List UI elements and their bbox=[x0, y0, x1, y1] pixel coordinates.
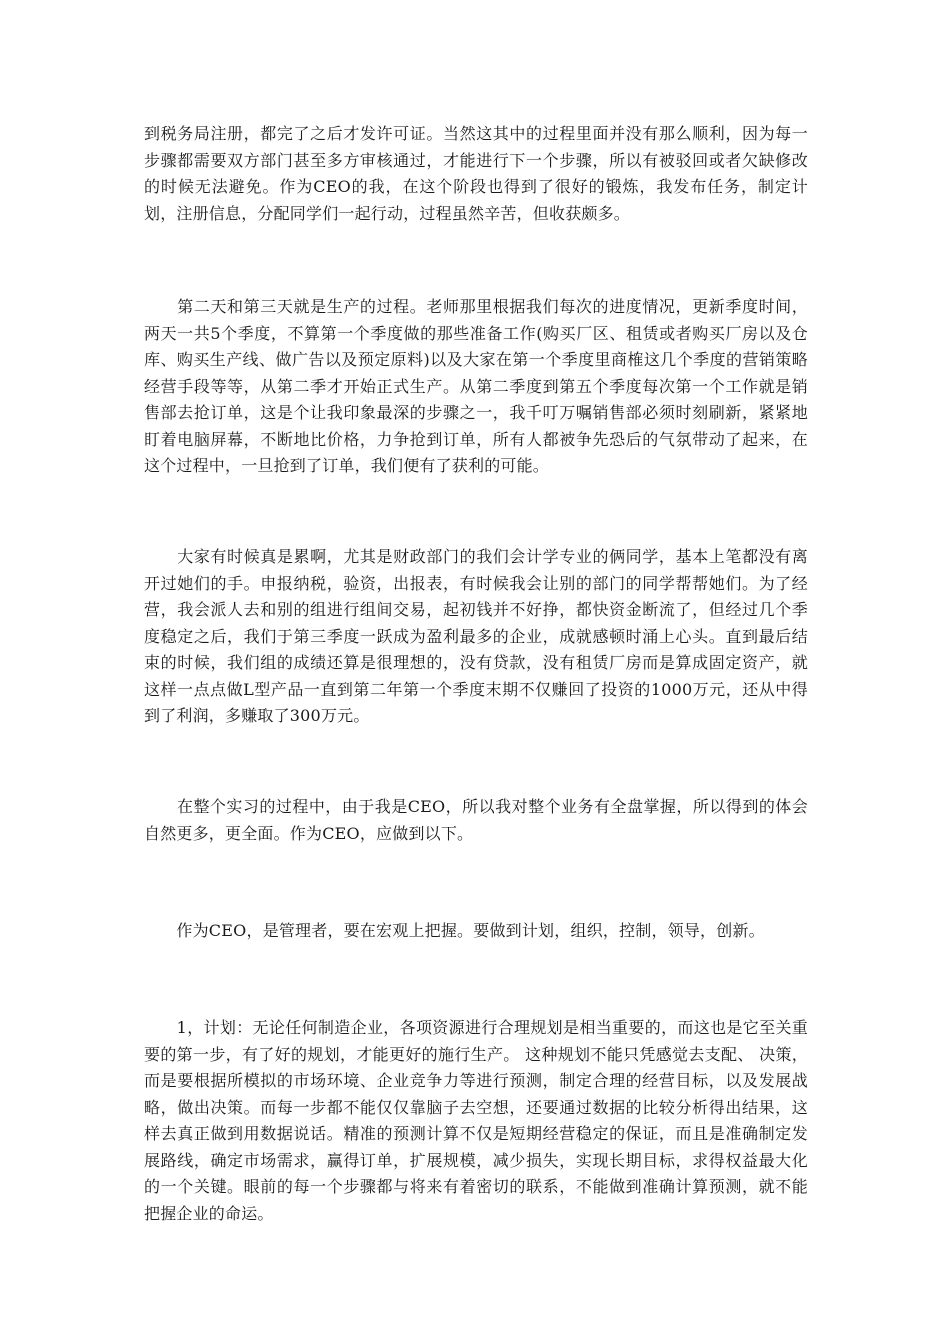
paragraph-2: 第二天和第三天就是生产的过程。老师那里根据我们每次的进度情况，更新季度时间，两天一共5个季度，不算第一个季度做的那些准备工作(购买厂区、租赁或者购买厂房以及仓库、购买生产线、做广告以及预定原料)以及大家在第一个季度里商榷这几个季度的营销策略经营手段等等，从第二季才开始正式生产。从第二季度到第五个季度每次第一个工作就是销售部去抢订单，这是个让我印象最深的步骤之一，我千叮万嘱销售部必须时刻刷新，紧紧地盯着电脑屏幕，不断地比价格，力争抢到订单，所有人都被争先恐后的气氛带动了起来，在这个过程中，一旦抢到了订单，我们便有了获利的可能。 bbox=[144, 297, 808, 475]
paragraph-6: 1，计划：无论任何制造企业，各项资源进行合理规划是相当重要的，而这也是它至关重要的第一步，有了好的规划，才能更好的施行生产。 这种规划不能只凭感觉去支配、 决策， 而是要根据所模拟的市场环境、企业竞争力等进行预测，制定合理的经营目标，以及发展战略，做出决策。而每一步都不能仅仅靠脑子去空想，还要通过数据的比较分析得出结果，这样去真正做到用数据说话。精准的预测计算不仅是短期经营稳定的保证，而且是准确制定发展路线，确定市场需求，赢得订单，扩展规模，减少损失，实现长期目标，求得权益最大化的一个关键。眼前的每一个步骤都与将来有着密切的联系，不能做到准确计算预测，就不能把握企业的命运。 bbox=[144, 1018, 814, 1223]
paragraph-1: 到税务局注册，都完了之后才发许可证。当然这其中的过程里面并没有那么顺利，因为每一步骤都需要双方部门甚至多方审核通过，才能进行下一个步骤，所以有被驳回或者欠缺修改的时候无法避免。作为CEO的我，在这个阶段也得到了很好的锻炼，我发布任务，制定计划，注册信息，分配同学们一起行动，过程虽然辛苦，但收获颇多。 bbox=[144, 124, 808, 223]
paragraph-4: 在整个实习的过程中，由于我是CEO，所以我对整个业务有全盘掌握，所以得到的体会自然更多，更全面。作为CEO，应做到以下。 bbox=[144, 797, 808, 843]
paragraph-3: 大家有时候真是累啊，尤其是财政部门的我们会计学专业的俩同学，基本上笔都没有离开过她们的手。申报纳税，验资，出报表，有时候我会让别的部门的同学帮帮她们。为了经营，我会派人去和别的组进行组间交易，起初钱并不好挣，都快资金断流了，但经过几个季度稳定之后，我们于第三季度一跃成为盈利最多的企业，成就感顿时涌上心头。直到最后结束的时候，我们组的成绩还算是很理想的，没有贷款，没有租赁厂房而是算成固定资产，就这样一点点做L型产品一直到第二年第一个季度末期不仅赚回了投资的1000万元，还从中得到了利润，多赚取了300万元。 bbox=[144, 547, 808, 725]
paragraph-5: 作为CEO，是管理者，要在宏观上把握。要做到计划，组织，控制，领导，创新。 bbox=[144, 921, 765, 940]
